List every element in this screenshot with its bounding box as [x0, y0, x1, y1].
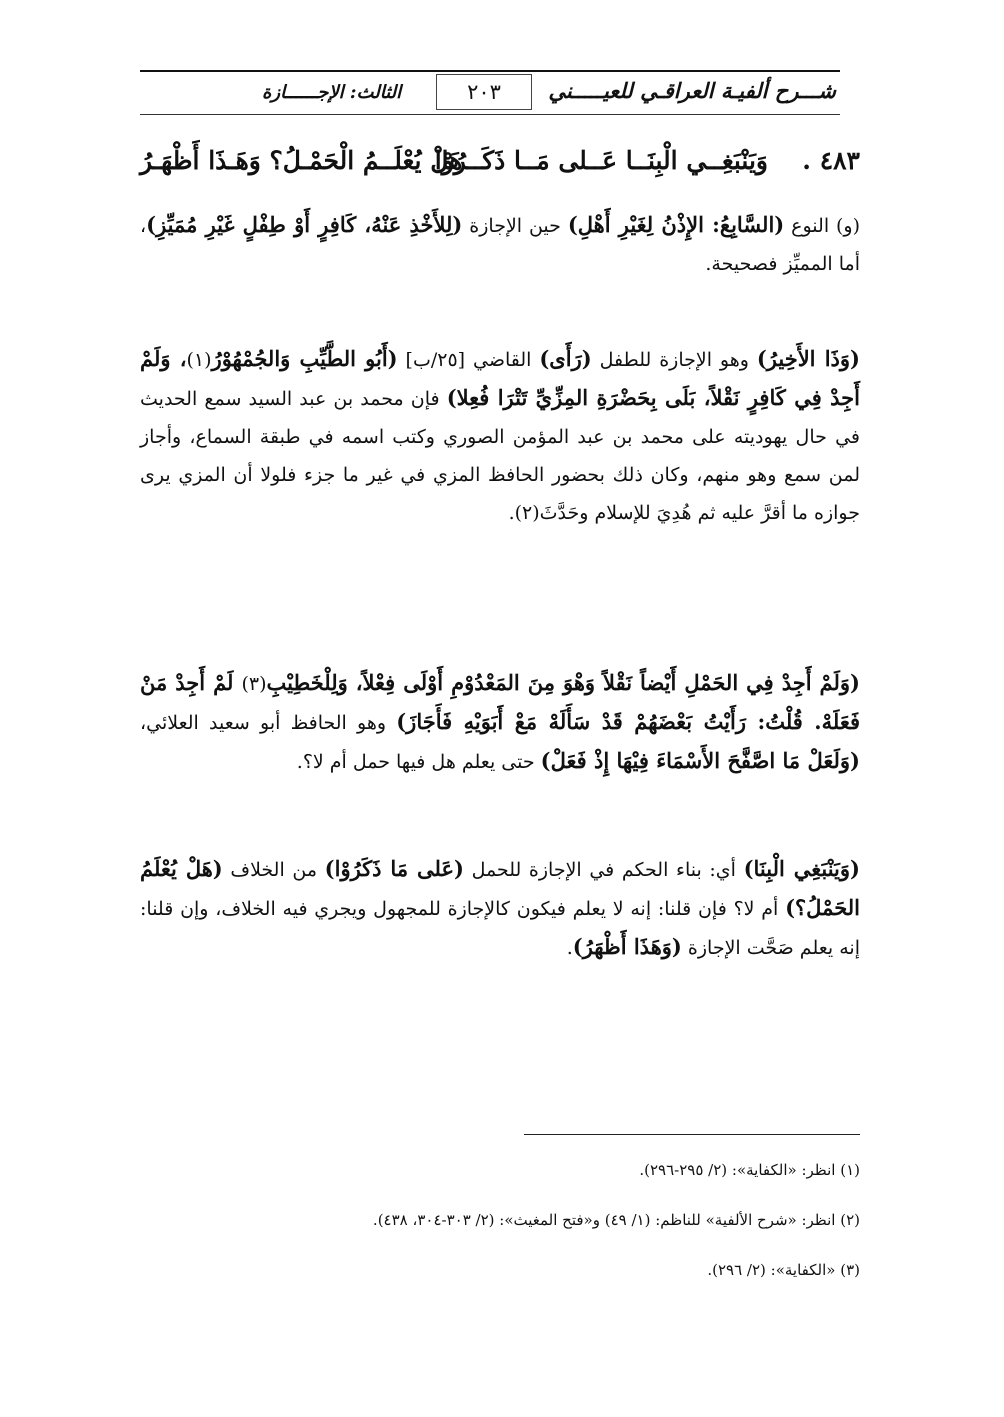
- commentary-text: وهو الإجازة للطفل: [591, 349, 757, 371]
- commentary-text: (و) النوع: [784, 215, 860, 237]
- commentary-text: أي: بناء الحكم في الإجازة للحمل: [463, 859, 744, 881]
- paragraph-1: [140, 206, 860, 283]
- verse-quote: (وَلَعَلْ مَا اصَّفَّحَ الأَسْمَاءَ فِيْهَا إِذْ فَعَلْ): [540, 748, 860, 773]
- book-title: شـــرح ألفيـة العراقـي للعيـــــني: [548, 78, 836, 103]
- running-header: [140, 70, 840, 120]
- footnote-3: (٣) «الكفاية»: (٢/ ٢٩٦).: [707, 1261, 860, 1279]
- commentary-text: (٣): [241, 673, 267, 695]
- verse-quote: (السَّابِعُ: الإِذْنُ لِغَيْرِ أَهْلِ): [567, 212, 785, 237]
- commentary-text: من الخلاف: [222, 859, 325, 881]
- commentary-text: فإن محمد بن عبد السيد سمع الحديث في حال يهوديته على محمد بن عبد المؤمن الصوري وكتب اسمه في طبقة السماع، وأجاز لمن سمع وهو منهم، وكان ذلك بحضور الحافظ المزي في غير ما جزء فلولا أن المزي يرى جوازه ما أقرَّ عليه ثم هُدِيَ للإسلام وحَدَّثَ(٢).: [140, 388, 860, 524]
- verse-first-hemistich: وَيَنْبَغِــي الْبِنَــا عَــلى مَــا ذَكَــرُوْا: [434, 146, 768, 175]
- footnote-separator: [524, 1134, 860, 1135]
- header-top-rule: [140, 70, 840, 72]
- chapter-title: الثالث: الإجــــــازة: [262, 82, 402, 103]
- commentary-text: .: [566, 937, 573, 959]
- commentary-text: (١): [186, 349, 212, 371]
- verse-line: [140, 144, 860, 186]
- commentary-text: ، أما المميِّز فصحيحة.: [140, 215, 860, 275]
- commentary-text: حتى يعلم هل فيها حمل أم لا؟.: [296, 751, 541, 773]
- verse-quote: (وَذَا الأَخِيرُ): [756, 346, 860, 371]
- footnote-2: (٢) انظر: «شرح الألفية» للناظم: (١/ ٤٩) و«فتح المغيث»: (٢/ ٣٠٣-٣٠٤، ٤٣٨).: [372, 1211, 860, 1229]
- verse-quote: لَمْ أَجِدْ مَنْ فَعَلَهْ. قُلْتُ: رَأَيْتُ بَعْضَهُمْ قَدْ سَأَلَهْ مَعْ أَبَوَيْهِ فَأَجَازَ): [140, 670, 860, 734]
- verse-second-hemistich: هَلْ يُعْلَــمُ الْحَمْـلُ؟ وَهَـذَا أَظْهَـرُ: [140, 146, 463, 175]
- verse-quote: (رَأَى): [539, 346, 592, 371]
- commentary-text: حين الإجازة: [462, 215, 568, 237]
- commentary-text: أم لا؟ فإن قلنا: إنه لا يعلم فيكون كالإجازة للمجهول ويجري فيه الخلاف، وإن قلنا: إنه يعلم صَحَّت الإجازة: [140, 898, 860, 959]
- verse-quote: (وَهَذَا أَظْهَرُ): [572, 934, 682, 959]
- verse-quote: (عَلى مَا ذَكَرُوْا): [324, 856, 464, 881]
- verse-quote: ، وَلَمْ أَجِدْ فِي كَافِرٍ نَقْلاً، بَلَى بِحَضْرَةِ المِزِّيِّ تَتْرَا فُعِلا): [140, 346, 860, 410]
- verse-quote: (هَلْ يُعْلَمُ الحَمْلُ؟): [140, 856, 860, 920]
- paragraph-4: [140, 850, 860, 967]
- verse-quote: (لِلأَخْذِ عَنْهُ، كَافِرٍ أَوْ طِفْلٍ غَيْرِ مُمَيِّزِ): [146, 212, 463, 237]
- verse-quote: (أَبُو الطَّيِّبِ وَالجُمْهُوْرُ: [211, 346, 398, 371]
- verse-quote: (وَلَمْ أَجِدْ فِي الحَمْلِ أَيْضاً نَقْلاً وَهْوَ مِنَ المَعْدُوْمِ أَوْلَى فِعْلاً، وَلِلْخَطِيْبِ: [266, 670, 860, 695]
- footnote-1: (١) انظر: «الكفاية»: (٢/ ٢٩٥-٢٩٦).: [639, 1161, 860, 1179]
- commentary-text: القاضي [٢٥/ب]: [397, 349, 540, 371]
- verse-quote: (وَيَنْبَغِي الْبِنَا): [743, 856, 860, 881]
- commentary-text: وهو الحافظ أبو سعيد العلائي،: [140, 712, 397, 734]
- paragraph-3: [140, 664, 860, 781]
- verse-number: ٤٨٣ .: [802, 146, 860, 175]
- paragraph-2: [140, 340, 860, 532]
- header-bottom-rule: [140, 114, 840, 115]
- page-number: ٢٠٣: [436, 74, 532, 110]
